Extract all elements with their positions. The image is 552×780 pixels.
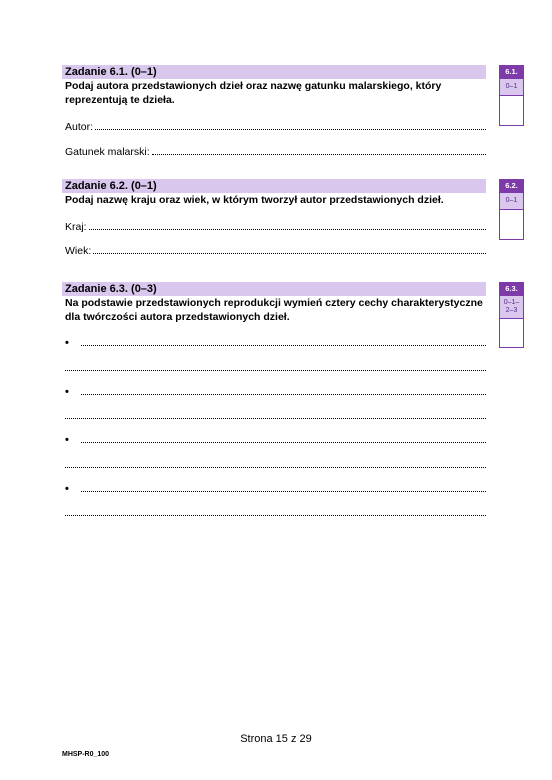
score-id-6-3: 6.3. [499,282,524,296]
century-answer-line[interactable] [93,244,486,254]
score-points-6-2: 0–1 [500,193,523,209]
bullet-1: • [65,337,69,349]
bullet-row-1[interactable] [65,336,486,350]
bullet-4: • [65,483,69,495]
century-label: Wiek: [65,245,92,257]
task-6-3-question: Na podstawie przedstawionych reprodukcji wymień cztery cechy charakterystyczne dla twórczości autora przedstawionych dzieł. [65,297,483,323]
score-cell-6-3 [499,296,524,348]
score-points-6-3-line1: 0–1– [503,299,520,306]
score-points-6-3 [500,296,523,318]
task-6-3-header: Zadanie 6.3. (0–3) [62,282,486,296]
country-label: Kraj: [65,221,87,233]
genre-label: Gatunek malarski: [65,146,150,158]
page-number: Strona 15 z 29 [240,733,312,745]
bullet-row-3[interactable] [65,433,486,447]
bullet-3-answer-line[interactable] [81,433,486,443]
bullet-2-answer-line[interactable] [81,385,486,395]
answer-line-2b[interactable] [65,417,486,419]
score-points-6-3-line2: 2–3 [505,307,518,314]
genre-answer-line[interactable] [152,145,486,155]
task-6-2-question: Podaj nazwę kraju oraz wiek, w którym tworzył autor przedstawionych dzieł. [65,194,444,206]
bullet-row-4[interactable] [65,482,486,496]
score-entry-6-3[interactable] [500,318,523,347]
score-entry-6-1[interactable] [500,95,523,125]
answer-line-1b[interactable] [65,369,486,371]
author-answer-line[interactable] [95,120,486,130]
answer-line-3b[interactable] [65,466,486,468]
task-6-1-header: Zadanie 6.1. (0–1) [62,65,486,79]
score-box-6-1 [499,65,524,126]
century-field[interactable] [65,244,486,258]
task-6-1-question: Podaj autora przedstawionych dzieł oraz nazwę gatunku malarskiego, który reprezentują te dzieła. [65,80,442,106]
score-cell-6-2 [499,193,524,240]
score-points-6-1: 0–1 [500,79,523,95]
score-id-6-1: 6.1. [499,65,524,79]
author-label: Autor: [65,121,94,133]
author-field[interactable] [65,120,486,134]
exam-code: MHSP-R0_100 [62,751,110,758]
genre-field[interactable] [65,145,486,159]
task-6-2-header: Zadanie 6.2. (0–1) [62,179,486,193]
bullet-1-answer-line[interactable] [81,336,486,346]
answer-line-4b[interactable] [65,514,486,516]
bullet-4-answer-line[interactable] [81,482,486,492]
bullet-2: • [65,386,69,398]
bullet-row-2[interactable] [65,385,486,399]
score-id-6-2: 6.2. [499,179,524,193]
score-cell-6-1 [499,79,524,126]
score-box-6-3 [499,282,524,348]
country-answer-line[interactable] [89,220,486,230]
score-box-6-2 [499,179,524,240]
score-entry-6-2[interactable] [500,209,523,239]
country-field[interactable] [65,220,486,234]
bullet-3: • [65,434,69,446]
